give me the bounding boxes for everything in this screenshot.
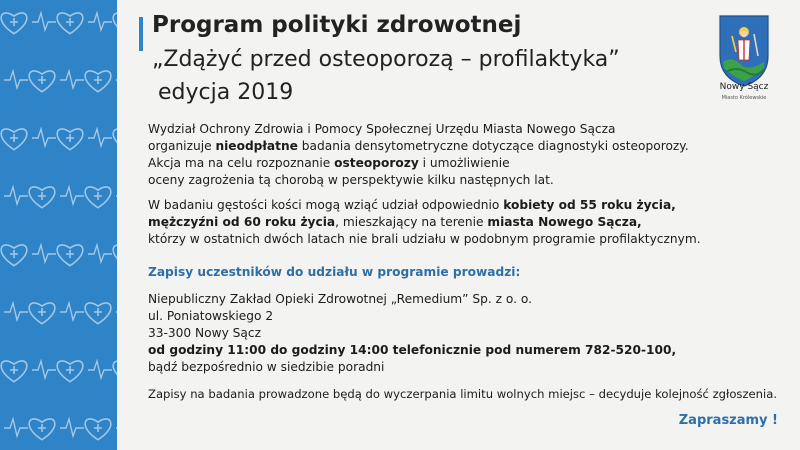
- heartbeat-icon: [4, 419, 28, 436]
- clinic-city: 33-300 Nowy Sącz: [148, 326, 261, 340]
- plus-icon: [10, 250, 18, 258]
- heartbeat-icon: [88, 13, 112, 30]
- heartbeat-icon: [88, 245, 112, 262]
- heart-icon: [113, 129, 117, 150]
- plus-icon: [94, 76, 102, 84]
- plus-icon: [94, 308, 102, 316]
- plus-icon: [38, 192, 46, 200]
- plus-icon: [38, 424, 46, 432]
- heartbeat-icon: [4, 71, 28, 88]
- eligibility-line-1: W badaniu gęstości kości mogą wziąć udział odpowiednio kobiety od 55 roku życia,: [148, 198, 676, 212]
- plus-icon: [38, 308, 46, 316]
- plus-icon: [10, 18, 18, 26]
- plus-icon: [66, 134, 74, 142]
- plus-icon: [66, 366, 74, 374]
- intro-line-4: oceny zagrożenia tą chorobą w perspektywie kilku następnych lat.: [148, 173, 554, 187]
- plus-icon: [10, 366, 18, 374]
- heart-icon: [113, 361, 117, 382]
- plus-icon: [66, 18, 74, 26]
- plus-icon: [66, 250, 74, 258]
- program-edition: edycja 2019: [158, 80, 294, 105]
- heart-icon: [113, 13, 117, 34]
- intro-line-3: Akcja ma na celu rozpoznanie osteoporozy i umożliwienie: [148, 156, 510, 170]
- intro-line-2: organizuje nieodpłatne badania densytometryczne dotyczące diagnostyki osteoporozy.: [148, 139, 689, 153]
- heartbeat-icon: [32, 13, 56, 30]
- logo-city-name: Nowy Sącz: [719, 82, 769, 92]
- heartbeat-icon: [60, 303, 84, 320]
- clinic-name: Niepubliczny Zakład Opieki Zdrowotnej „Remedium” Sp. z o. o.: [148, 292, 532, 306]
- decorative-side-panel: [0, 0, 117, 450]
- page-title: Program polityki zdrowotnej: [152, 12, 522, 38]
- closing-invitation: Zapraszamy !: [678, 413, 778, 428]
- heartbeat-icon: [116, 419, 117, 436]
- heartbeat-icon: [4, 303, 28, 320]
- heartbeat-icon: [116, 303, 117, 320]
- plus-icon: [94, 192, 102, 200]
- plus-icon: [38, 76, 46, 84]
- title-accent-bar: [139, 17, 143, 51]
- heartbeat-icon: [88, 129, 112, 146]
- plus-icon: [94, 424, 102, 432]
- heartbeat-icon: [88, 361, 112, 378]
- heartbeat-icon: [60, 419, 84, 436]
- heartbeat-icon: [32, 129, 56, 146]
- heartbeat-icon: [116, 71, 117, 88]
- heartbeat-icon: [32, 361, 56, 378]
- intro-line-1: Wydział Ochrony Zdrowia i Pomocy Społecznej Urzędu Miasta Nowego Sącza: [148, 122, 616, 136]
- clinic-alternative: bądź bezpośrednio w siedzibie poradni: [148, 360, 385, 374]
- heartbeat-icon: [32, 245, 56, 262]
- plus-icon: [10, 134, 18, 142]
- heartbeat-icon: [60, 71, 84, 88]
- registration-heading: Zapisy uczestników do udziału w programie prowadzi:: [148, 265, 521, 279]
- heartbeat-icon: [4, 187, 28, 204]
- eligibility-line-2: mężczyźni od 60 roku życia, mieszkający na terenie miasta Nowego Sącza,: [148, 215, 642, 229]
- clinic-street: ul. Poniatowskiego 2: [148, 309, 274, 323]
- medical-pattern: [0, 0, 117, 450]
- program-name: „Zdążyć przed osteoporozą – profilaktyka”: [152, 47, 620, 72]
- eligibility-line-3: którzy w ostatnich dwóch latach nie brali udziału w podobnym programie profilaktycznym.: [148, 232, 701, 246]
- heart-icon: [113, 245, 117, 266]
- logo-subtitle: Miasto Królewskie: [721, 95, 767, 101]
- clinic-hours-phone: od godziny 11:00 do godziny 14:00 telefonicznie pod numerem 782-520-100,: [148, 343, 677, 357]
- heartbeat-icon: [116, 187, 117, 204]
- heartbeat-icon: [60, 187, 84, 204]
- footer-note: Zapisy na badania prowadzone będą do wyczerpania limitu wolnych miejsc – decyduje kolejność zgłoszenia.: [148, 387, 778, 401]
